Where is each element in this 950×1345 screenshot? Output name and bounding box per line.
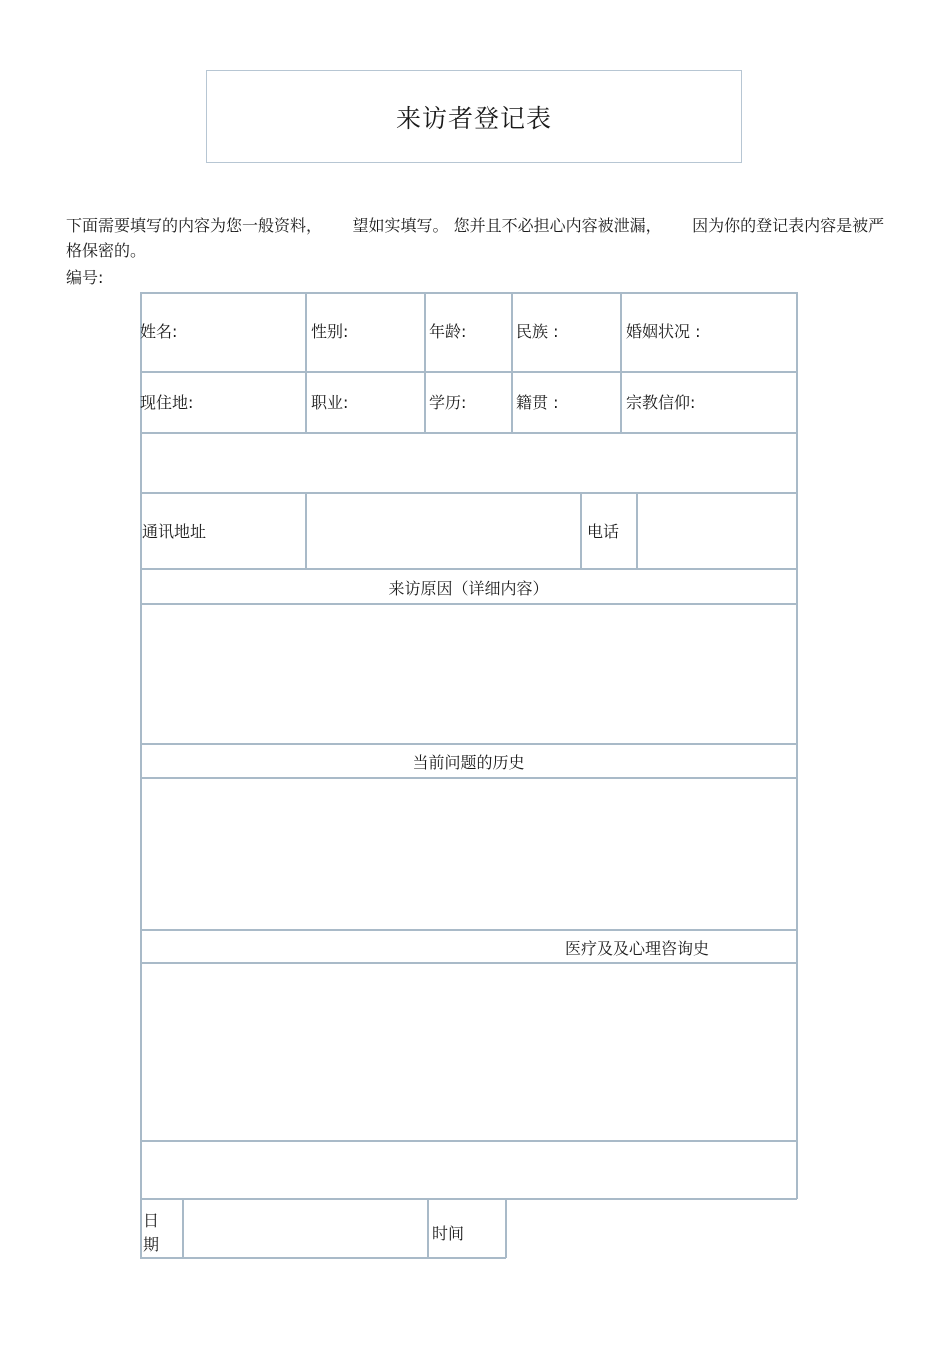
row-divider xyxy=(140,432,797,434)
age-label: 年龄: xyxy=(429,322,467,341)
col-divider xyxy=(182,1198,184,1258)
col-divider xyxy=(305,292,307,433)
col-divider xyxy=(511,292,513,433)
religion-label: 宗教信仰: xyxy=(626,393,696,412)
row-divider xyxy=(140,603,797,605)
serial-number-label: 编号: xyxy=(66,268,104,287)
col-divider xyxy=(424,292,426,433)
table-border-top xyxy=(140,292,797,294)
medical-history-header: 医疗及及心理咨询史 xyxy=(565,939,710,958)
visit-reason-header: 来访原因（详细内容） xyxy=(388,579,549,598)
table-border-left xyxy=(140,292,142,1258)
col-divider xyxy=(636,492,638,569)
row-divider xyxy=(140,1198,797,1200)
title-box xyxy=(206,70,742,163)
marital-status-label: 婚姻状况 : xyxy=(626,322,701,341)
intro-text: 下面需要填写的内容为您一般资料， 望如实填写。 您并且不必担心内容被泄漏， 因为你的登记表内容是被严格保密的。 xyxy=(66,216,885,260)
row-divider xyxy=(140,929,797,931)
table-border-bottom xyxy=(140,1257,506,1259)
name-label: 姓名: xyxy=(140,322,178,341)
education-label: 学历: xyxy=(429,393,467,412)
gender-label: 性别: xyxy=(311,322,349,341)
table-border-right xyxy=(796,292,798,1199)
row-divider xyxy=(140,777,797,779)
row-divider xyxy=(140,962,797,964)
col-divider xyxy=(620,292,622,433)
row-divider xyxy=(140,568,797,570)
native-place-label: 籍贯 : xyxy=(516,393,559,412)
ethnicity-label: 民族 : xyxy=(516,322,559,341)
col-divider xyxy=(427,1198,429,1258)
address-label: 通讯地址 xyxy=(142,522,207,541)
row-divider xyxy=(140,1140,797,1142)
problem-history-header: 当前问题的历史 xyxy=(412,753,525,772)
row-divider xyxy=(140,371,797,373)
page-title: 来访者登记表 xyxy=(395,103,552,133)
residence-label: 现住地: xyxy=(140,393,194,412)
date-label: 日 期 xyxy=(143,1211,160,1254)
col-divider xyxy=(580,492,582,569)
phone-label: 电话 xyxy=(587,522,620,541)
col-divider xyxy=(505,1198,507,1258)
row-divider xyxy=(140,743,797,745)
col-divider xyxy=(305,492,307,569)
occupation-label: 职业: xyxy=(311,393,349,412)
time-label: 时间 xyxy=(432,1224,465,1243)
row-divider xyxy=(140,492,797,494)
